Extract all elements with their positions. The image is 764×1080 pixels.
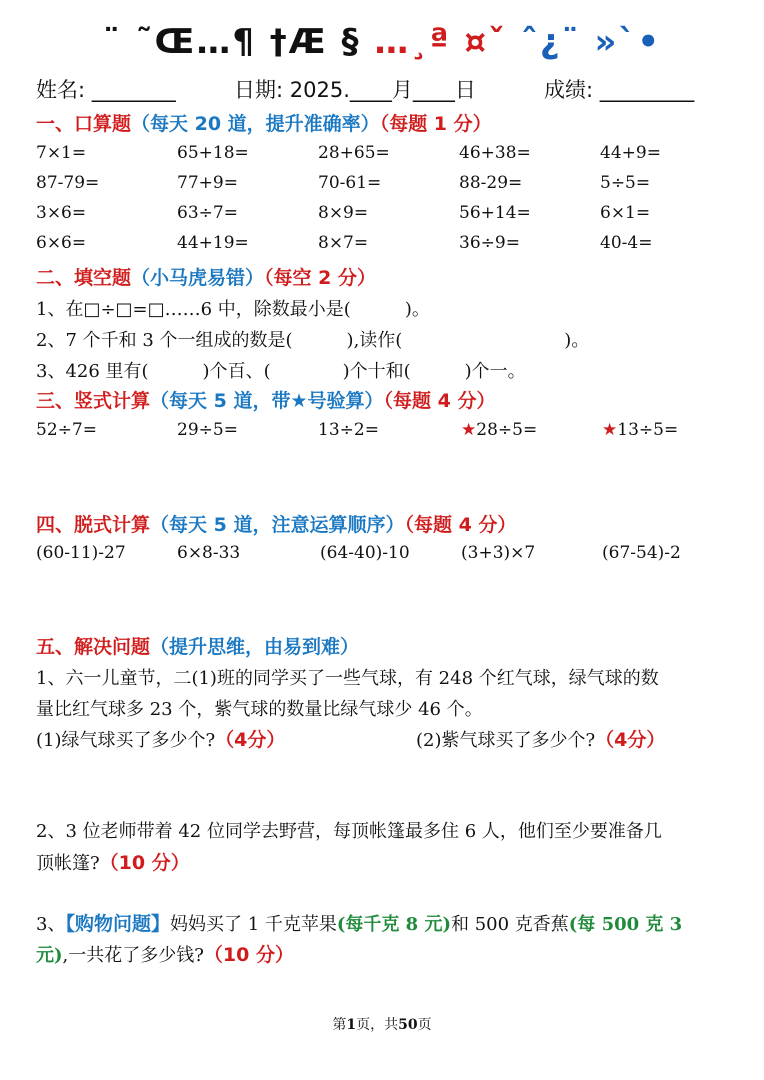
oral-calc-item: 44+9= [600,143,661,163]
title-part-3: ˆ¿¨ »`• [520,22,662,62]
section-1-title: 一、口算题 [36,113,132,135]
section-4-subtitle: （每天 5 道，注意运算顺序） [150,514,405,536]
fill-blank-q1: 1、在□÷□=□……6 中，除数最小是( )。 [36,299,430,320]
student-info-row [36,74,736,102]
problem-1-line-1: 1、六一儿童节，二(1)班的同学买了一些气球，有 248 个红气球，绿气球的数 [36,668,659,689]
section-3-score: （每题 4 分） [383,390,496,412]
section-1-subtitle: （每天 20 道，提升准确率） [131,113,380,135]
problem-1-line-2: 量比红气球多 23 个，紫气球的数量比绿气球少 46 个。 [36,699,483,720]
vertical-calc-text: 28÷5= [476,420,538,440]
oral-calc-item: 56+14= [459,203,531,223]
vertical-calc-item-starred [461,420,537,440]
oral-calc-item: 70-61= [318,173,382,193]
footer-middle: 页，共 [356,1017,399,1033]
oral-calc-item: 88-29= [459,173,523,193]
problem-2-line-1: 2、3 位老师带着 42 位同学去野营，每顶帐篷最多住 6 人，他们至少要准备几 [36,821,662,842]
problem-3-tag: 【购物问题】 [65,913,170,935]
fill-blank-q2: 2、7 个千和 3 个一组成的数是( ),读作( )。 [36,330,590,351]
section-2-heading [36,263,376,290]
problem-3-text-3: ,一共花了多少钱? [62,945,204,966]
problem-3-score: （10 分） [203,944,294,966]
problem-3-price-2-cont: 元) [36,945,63,966]
footer-total-pages: 50 [398,1017,418,1033]
oral-calc-item: 28+65= [318,143,390,163]
problem-3-prefix: 3、 [36,914,66,935]
section-1-score: （每题 1 分） [379,113,492,135]
oral-calc-item: 5÷5= [600,173,651,193]
problem-1-sub-1-text: (1)绿气球买了多少个? [36,730,216,751]
section-2-score: （每空 2 分） [264,267,376,289]
vertical-calc-item: 29÷5= [177,420,238,440]
problem-1-sub-2 [416,725,665,752]
step-calc-item: (64-40)-10 [320,543,410,563]
name-field: 姓名: ________ [36,78,176,102]
page-footer [0,1014,764,1034]
oral-calc-item: 63÷7= [177,203,238,223]
oral-calc-item: 44+19= [177,233,249,253]
section-2-title: 二、填空题 [36,267,132,289]
table-row [36,233,736,263]
vertical-calc-row [36,420,736,450]
oral-calc-item: 36÷9= [459,233,520,253]
problem-3-price-2: (每 500 克 3 [568,914,683,935]
score-field: 成绩: _________ [544,78,695,102]
vertical-calc-item: 13÷2= [318,420,379,440]
step-calc-item: (60-11)-27 [36,543,126,563]
oral-calc-item: 8×7= [318,233,369,253]
problem-2-text: 顶帐篷? [36,853,100,874]
section-5-heading [36,632,359,659]
oral-calc-item: 40-4= [600,233,653,253]
step-calc-row [36,543,736,573]
section-5-title: 五、解决问题 [36,636,151,658]
date-field: 日期: 2025.____月____日 [234,78,476,102]
problem-1-sub-1-score: （4分） [215,729,286,751]
vertical-calc-item-starred [602,420,678,440]
section-5-subtitle: （提升思维，由易到难） [150,636,360,658]
oral-calc-item: 46+38= [459,143,531,163]
problem-1-sub-2-text: (2)紫气球买了多少个? [416,730,596,751]
section-2-subtitle: （小马虎易错） [131,267,265,289]
vertical-calc-text: 13÷5= [617,420,679,440]
page-title [0,22,764,62]
footer-prefix: 第 [332,1017,347,1033]
problem-3-price-1: (每千克 8 元) [336,914,451,935]
step-calc-item: (3+3)×7 [461,543,536,563]
footer-page-number: 1 [346,1017,357,1033]
step-calc-item: 6×8-33 [177,543,241,563]
table-row [36,143,736,173]
oral-calc-item: 8×9= [318,203,369,223]
star-icon: ★ [602,420,618,440]
title-part-1: ¨ ˜Œ…¶ †Æ § [102,22,361,62]
star-icon: ★ [461,420,477,440]
section-4-heading [36,510,516,537]
section-3-heading [36,386,495,413]
problem-1-sub-2-score: （4分） [595,729,666,751]
table-row [36,420,736,450]
section-1-heading [36,109,492,136]
oral-calc-item: 6×1= [600,203,651,223]
section-4-score: （每题 4 分） [404,514,517,536]
footer-suffix: 页 [417,1017,432,1033]
problem-3-line-2 [36,940,294,967]
oral-calc-item: 87-79= [36,173,100,193]
problem-3-text-1: 妈妈买了 1 千克苹果 [169,914,337,935]
table-row [36,543,736,573]
problem-2-line-2 [36,848,190,875]
problem-3-text-2: 和 500 克香蕉 [450,914,569,935]
oral-calc-item: 3×6= [36,203,87,223]
oral-calc-item: 77+9= [177,173,238,193]
oral-calc-item: 6×6= [36,233,87,253]
problem-2-score: （10 分） [99,852,190,874]
oral-calc-grid [36,143,736,263]
problem-3-line-1 [36,909,682,936]
step-calc-item: (67-54)-2 [602,543,681,563]
table-row [36,173,736,203]
problem-1-sub-1 [36,725,285,752]
vertical-calc-item: 52÷7= [36,420,97,440]
section-3-subtitle: （每天 5 道，带★号验算） [150,390,384,412]
oral-calc-item: 65+18= [177,143,249,163]
title-part-2: …¸ª ¤ˇ [374,22,508,62]
fill-blank-q3: 3、426 里有( )个百、( )个十和( )个一。 [36,361,526,382]
section-3-title: 三、竖式计算 [36,390,151,412]
oral-calc-item: 7×1= [36,143,87,163]
table-row [36,203,736,233]
section-4-title: 四、脱式计算 [36,514,151,536]
